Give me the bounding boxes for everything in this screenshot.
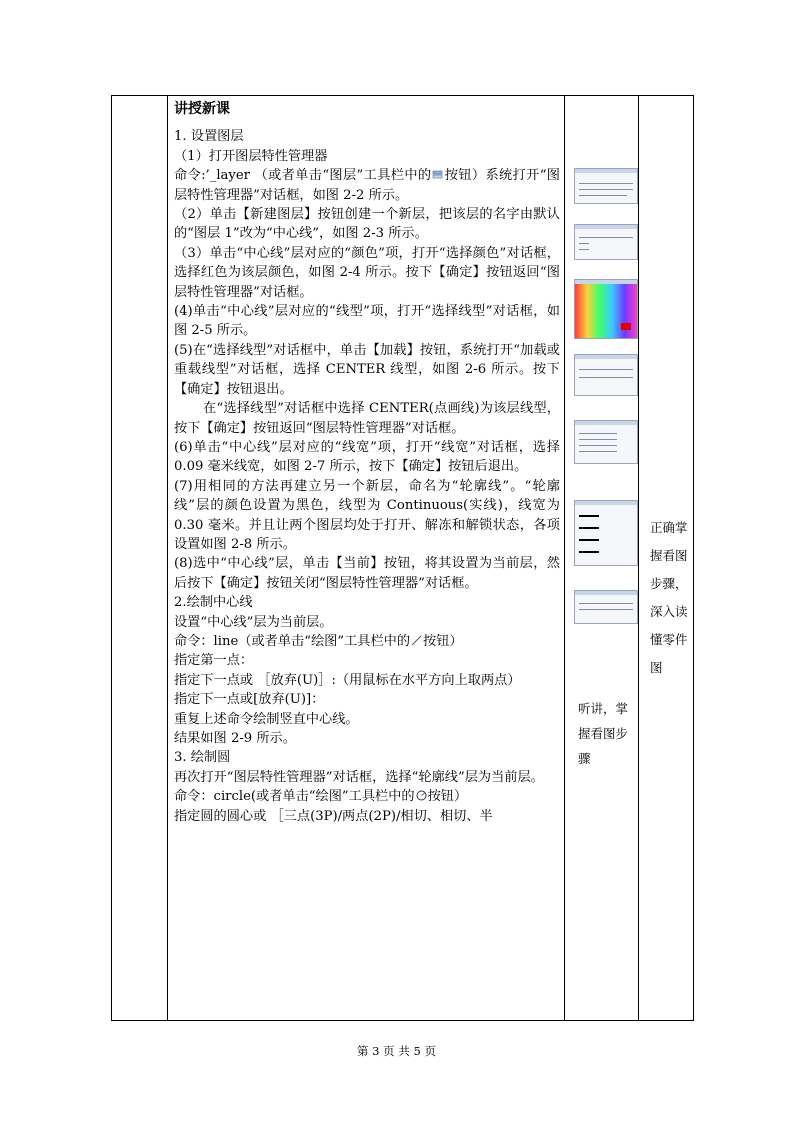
figure-thumbnail [574,354,638,396]
paragraph: 指定第一点： [174,653,254,669]
paragraph: 指定下一点或 ［放弃(U)］:（用鼠标在水平方向上取两点） [174,672,521,688]
circle-icon [416,790,427,801]
figure-thumbnail [574,500,638,566]
figure-thumbnail [574,279,638,339]
figure-thumbnail [574,168,638,204]
paragraph: 指定圆的圆心或 ［三点(3P)/两点(2P)/相切、相切、半 [174,808,493,824]
paragraph: （1）打开图层特性管理器 [174,148,328,164]
lesson-table [111,95,694,1021]
objective-note: 正确掌握看图步骤，深入读懂零件图 [650,520,688,675]
paragraph: 结果如图 2-9 所示。 [174,731,296,746]
activity-note: 听讲，掌握看图步骤 [578,701,629,766]
paragraph: (7)用相同的方法再建立另一个新层，命名为“轮廓线”。“轮廓线”层的颜色设置为黑色，线型为 Continuous(实线)，线宽为 0.30 毫米。并且让两个图层均处于打开、解冻和解锁状态，各项设置如图 2-8 所示。 [174,478,560,552]
paragraph: (8)选中“中心线”层，单击【当前】按钮，将其设置为当前层，然后按下【确定】按钮关闭“图层特性管理器”对话框。 [174,556,560,591]
line-icon [411,635,422,646]
paragraph: (4)单击“中心线”层对应的“线型”项，打开“选择线型”对话框，如图 2-5 所示。 [174,304,560,339]
paragraph: 命令:’_layer （或者单击“图层”工具栏中的 按钮）系统打开“图层特性管理器”对话框，如图 2-2 所示。 [174,168,560,203]
figure-thumbnails [570,96,638,1022]
paragraph: 指定下一点或[放弃(U)]： [174,692,325,708]
paragraph: 命令：line（或者单击“绘图”工具栏中的 按钮） [174,633,463,649]
layer-icon [432,169,443,180]
color-swatch [621,323,631,330]
paragraph: (5)在“选择线型”对话框中，单击【加载】按钮，系统打开“加载或重载线型”对话框，选择 CENTER 线型，如图 2-6 所示。按下【确定】按钮退出。 [174,342,560,397]
figure-thumbnail [574,420,638,464]
paragraph: 命令：circle(或者单击“绘图”工具栏中的 按钮） [174,789,468,805]
paragraph: （2）单击【新建图层】按钮创建一个新层，把该层的名字由默认的“图层 1”改为“中心线”，如图 2-3 所示。 [174,207,560,242]
section-heading: 讲授新课 [174,101,230,117]
figure-thumbnail [574,224,638,260]
paragraph: 3. 绘制圆 [174,750,231,766]
paragraph: 2.绘制中心线 [174,595,253,611]
paragraph: 1. 设置图层 [174,129,244,145]
page-footer: 第 3 页 共 5 页 [357,1044,436,1058]
figure-thumbnail [574,590,638,624]
column-divider [564,96,565,1020]
paragraph: （3）单击“中心线”层对应的“颜色”项，打开“选择颜色”对话框，选择红色为该层颜色，如图 2-4 所示。按下【确定】按钮返回“图层特性管理器”对话框。 [174,245,560,300]
paragraph: (6)单击“中心线”层对应的“线宽”项，打开“线宽”对话框，选择 0.09 毫米线宽，如图 2-7 所示，按下【确定】按钮后退出。 [174,439,560,475]
column-divider [638,96,639,1020]
lesson-content [168,96,564,1022]
paragraph: 在“选择线型”对话框中选择 CENTER(点画线)为该层线型，按下【确定】按钮返回“图层特性管理器”对话框。 [174,401,560,436]
paragraph: 重复上述命令绘制竖直中心线。 [174,711,359,727]
paragraph: 设置“中心线”层为当前层。 [174,614,333,630]
paragraph: 再次打开“图层特性管理器”对话框，选择“轮廓线”层为当前层。 [174,769,544,785]
